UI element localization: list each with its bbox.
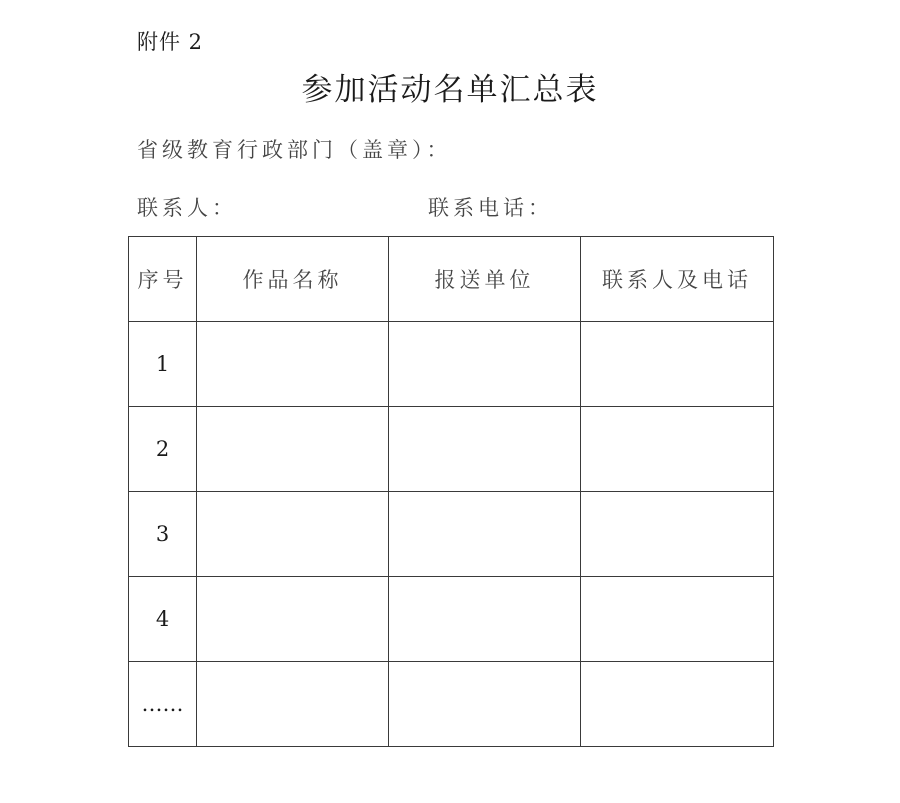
cell-work-name[interactable] — [197, 577, 389, 662]
cell-contact-and-phone[interactable] — [581, 577, 774, 662]
header-contact-and-phone: 联系人及电话 — [581, 237, 774, 322]
header-submitting-unit: 报送单位 — [389, 237, 581, 322]
cell-submitting-unit[interactable] — [389, 577, 581, 662]
cell-serial-number: 1 — [129, 322, 197, 407]
cell-submitting-unit[interactable] — [389, 492, 581, 577]
table-row — [129, 407, 774, 492]
cell-work-name[interactable] — [197, 322, 389, 407]
table-row — [129, 322, 774, 407]
cell-serial-number: 3 — [129, 492, 197, 577]
cell-serial-number: …… — [129, 662, 197, 747]
contact-phone-label: 联系电话： — [428, 196, 553, 220]
cell-serial-number: 2 — [129, 407, 197, 492]
contact-person-label: 联系人： — [137, 196, 237, 220]
table-row — [129, 662, 774, 747]
cell-contact-and-phone[interactable] — [581, 492, 774, 577]
cell-submitting-unit[interactable] — [389, 322, 581, 407]
cell-contact-and-phone[interactable] — [581, 322, 774, 407]
cell-work-name[interactable] — [197, 492, 389, 577]
cell-contact-and-phone[interactable] — [581, 407, 774, 492]
page-title: 参加活动名单汇总表 — [301, 72, 599, 108]
summary-table — [128, 236, 774, 747]
cell-submitting-unit[interactable] — [389, 662, 581, 747]
table-row — [129, 577, 774, 662]
cell-work-name[interactable] — [197, 662, 389, 747]
header-work-name: 作品名称 — [197, 237, 389, 322]
cell-serial-number: 4 — [129, 577, 197, 662]
cell-contact-and-phone[interactable] — [581, 662, 774, 747]
table-row — [129, 492, 774, 577]
cell-work-name[interactable] — [197, 407, 389, 492]
attachment-label: 附件 2 — [137, 30, 204, 54]
table-header-row — [129, 237, 774, 322]
header-serial-number: 序号 — [129, 237, 197, 322]
cell-submitting-unit[interactable] — [389, 407, 581, 492]
department-seal-label: 省级教育行政部门（盖章）： — [137, 138, 452, 162]
